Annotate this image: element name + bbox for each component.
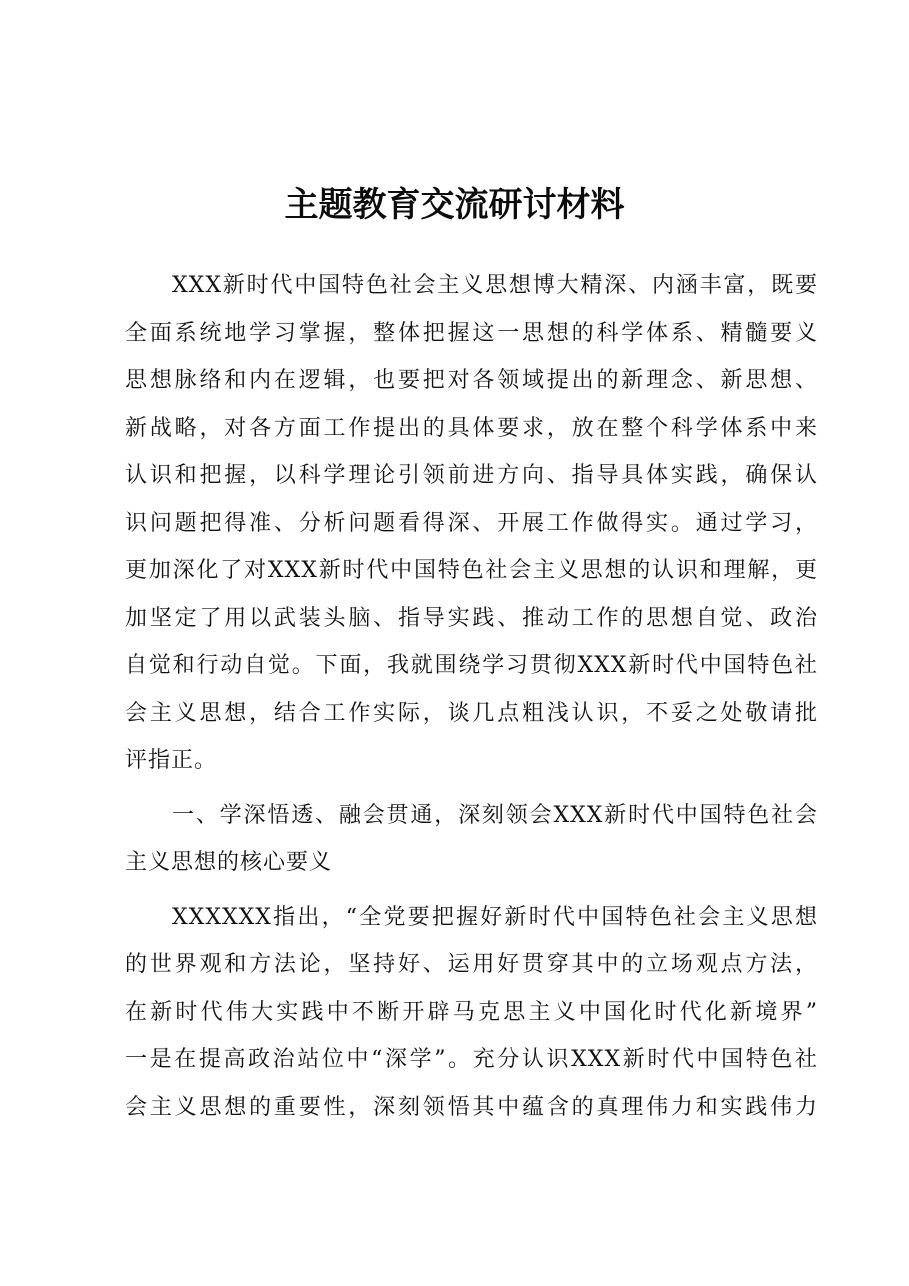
paragraph-line: 评指正。 bbox=[125, 748, 218, 773]
paragraph-line: 思想脉络和内在逻辑，也要把对各领域提出的新理念、新思想、 bbox=[125, 368, 818, 393]
paragraph-line: 全面系统地学习掌握，整体把握这一思想的科学体系、精髓要义 bbox=[125, 320, 818, 346]
paragraph-line: XXXXXX指出，“全党要把握好新时代中国特色社会主义思想 bbox=[172, 904, 818, 930]
section-heading-line: 主义思想的核心要义 bbox=[125, 850, 333, 875]
paragraph-line: XXX新时代中国特色社会主义思想博大精深、内涵丰富，既要 bbox=[172, 273, 818, 298]
paragraph-line: 识问题把得准、分析问题看得深、开展工作做得实。通过学习， bbox=[125, 510, 818, 536]
paragraph-line: 会主义思想，结合工作实际，谈几点粗浅认识，不妥之处敬请批 bbox=[125, 700, 818, 726]
paragraph-line: 新战略，对各方面工作提出的具体要求，放在整个科学体系中来 bbox=[125, 415, 818, 441]
document-title: 主题教育交流研讨材料 bbox=[284, 185, 625, 225]
document-body bbox=[125, 262, 818, 1131]
paragraph-line: 加坚定了用以武装头脑、指导实践、推动工作的思想自觉、政治 bbox=[125, 605, 818, 631]
paragraph-line: 会主义思想的重要性，深刻领悟其中蕴含的真理伟力和实践伟力 bbox=[125, 1094, 818, 1120]
paragraph-line: 的世界观和方法论，坚持好、运用好贯穿其中的立场观点方法， bbox=[125, 952, 818, 977]
paragraph-line: 一是在提高政治站位中“深学”。充分认识XXX新时代中国特色社 bbox=[125, 1047, 818, 1072]
paragraph-line: 自觉和行动自觉。下面，我就围绕学习贯彻XXX新时代中国特色社 bbox=[125, 653, 818, 678]
paragraph-line: 更加深化了对XXX新时代中国特色社会主义思想的认识和理解，更 bbox=[125, 558, 818, 583]
paragraph-line: 在新时代伟大实践中不断开辟马克思主义中国化时代化新境界” bbox=[125, 999, 818, 1025]
paragraph-line: 认识和把握，以科学理论引领前进方向、指导具体实践，确保认 bbox=[125, 463, 818, 488]
section-heading-line: 一、学深悟透、融会贯通，深刻领会XXX新时代中国特色社会 bbox=[172, 802, 818, 828]
